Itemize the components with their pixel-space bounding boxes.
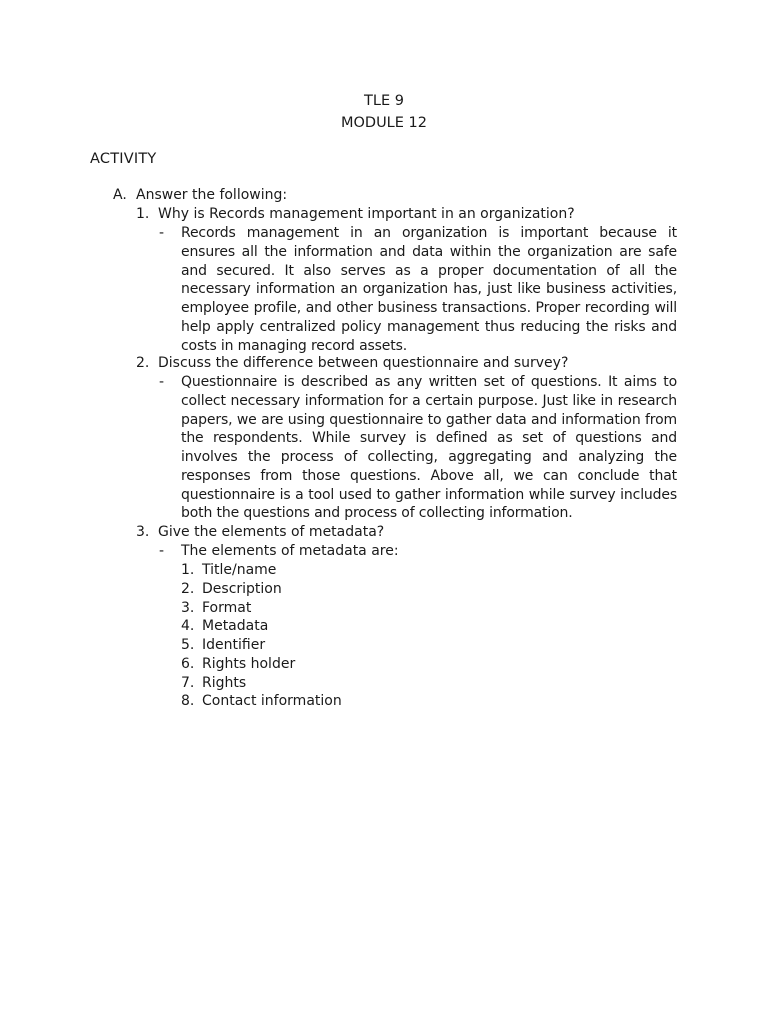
- question-number: 2.: [136, 355, 150, 371]
- list-item-text: Metadata: [202, 618, 269, 635]
- list-item-text: Format: [202, 599, 252, 616]
- list-item-text: Rights holder: [202, 655, 296, 672]
- list-item: [181, 674, 342, 693]
- list-item-number: 7.: [181, 674, 195, 691]
- question-number: 3.: [136, 524, 150, 540]
- list-item: [181, 636, 342, 655]
- list-item-text: Rights: [202, 674, 247, 691]
- list-item: [181, 692, 342, 711]
- question-text: Discuss the difference between questionnaire and survey?: [158, 355, 569, 371]
- list-item-number: 3.: [181, 599, 195, 616]
- answer-dash: -: [159, 225, 165, 241]
- list-item-number: 2.: [181, 580, 195, 597]
- question-text: Give the elements of metadata?: [158, 524, 385, 540]
- list-item-number: 1.: [181, 562, 195, 578]
- list-item-number: 6.: [181, 655, 195, 672]
- list-item-number: 8.: [181, 693, 195, 710]
- list-item-text: Identifier: [202, 637, 266, 653]
- list-item-number: 4.: [181, 618, 195, 635]
- list-item: [181, 617, 342, 636]
- answer-intro: The elements of metadata are:: [181, 543, 399, 559]
- section-instruction: Answer the following:: [136, 187, 288, 203]
- question-number: 1.: [136, 206, 150, 222]
- list-item-text: Contact information: [202, 693, 342, 710]
- answer-dash: -: [159, 543, 165, 559]
- activity-heading: ACTIVITY: [90, 151, 157, 167]
- section-marker: A.: [113, 187, 127, 203]
- document-module: MODULE 12: [340, 115, 427, 131]
- question-text: Why is Records management important in an organization?: [158, 206, 575, 222]
- list-item-number: 5.: [181, 637, 195, 653]
- list-item-text: Description: [202, 580, 282, 597]
- list-item: [181, 655, 342, 674]
- list-item-text: Title/name: [202, 562, 277, 578]
- answer-paragraph: Records management in an organization is important because it ensures all the information and data within the organization are safe and secured. It also serves as a proper documentation of all the necessary information an organization has, just like business activities, employee profile, and other business transactions. Proper recording will help apply centralized policy management thus reducing the risks and costs in managing record assets.: [181, 225, 677, 354]
- document-subject: TLE 9: [364, 93, 404, 109]
- list-item: [181, 580, 342, 599]
- list-item: [181, 599, 342, 618]
- list-item: [181, 561, 342, 580]
- metadata-elements-list: [181, 561, 342, 711]
- answer-dash: -: [159, 374, 165, 390]
- answer-paragraph: Questionnaire is described as any written set of questions. It aims to collect necessary information for a certain purpose. Just like in research papers, we are using questionnaire to gather data and information from the respondents. While survey is defined as set of questions and involves the process of collecting, aggregating and analyzing the responses from those questions. Above all, we can conclude that questionnaire is a tool used to gather information while survey includes both the questions and process of collecting information.: [181, 374, 677, 522]
